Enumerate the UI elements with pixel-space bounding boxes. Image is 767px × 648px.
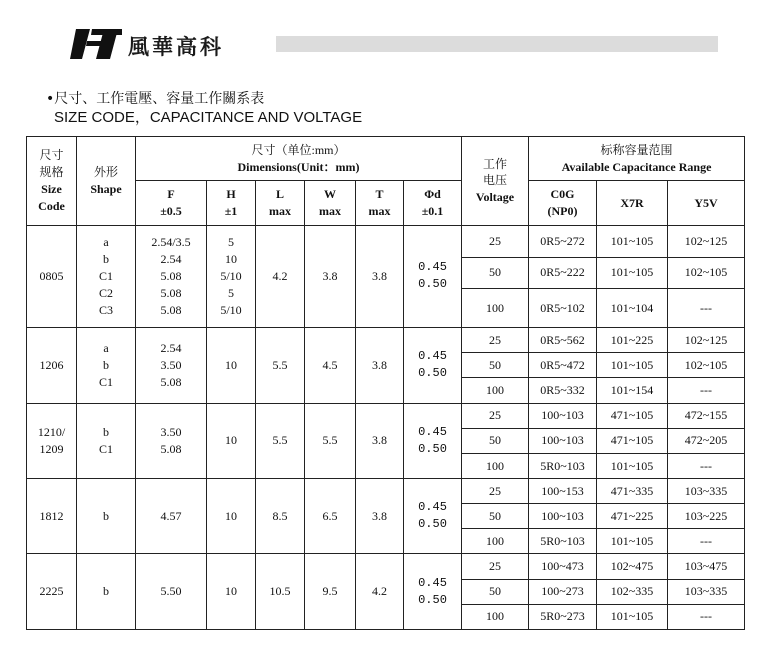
phi-d-cell: 0.45 0.50 [404, 225, 462, 328]
header-size-code [27, 137, 77, 226]
w-cell: 5.5 [305, 403, 356, 478]
y5v-cell: --- [668, 453, 745, 478]
y5v-cell: 103~335 [668, 579, 745, 604]
header-capacitance [529, 137, 745, 181]
header-voltage-en: Voltage [475, 190, 515, 205]
c0g-cell: 0R5~332 [529, 378, 597, 403]
size-code-cell: 1206 [27, 328, 77, 403]
y5v-cell: 102~105 [668, 353, 745, 378]
header-dimensions [136, 137, 462, 181]
voltage-cell: 25 [462, 225, 529, 257]
header-dimensions-cn: 尺寸（单位:mm） [251, 142, 346, 157]
shape-cell: b C1 [77, 403, 136, 478]
x7r-cell: 101~105 [597, 529, 668, 554]
x7r-cell: 101~105 [597, 257, 668, 288]
company-logo-icon [70, 29, 122, 59]
header-y5v: Y5V [668, 181, 745, 225]
section-title-cn: •尺寸、工作電壓、容量工作關系表 [46, 91, 265, 107]
page-header [70, 29, 718, 59]
f-cell: 2.54 3.50 5.08 [136, 328, 207, 403]
phi-d-cell: 0.45 0.50 [404, 403, 462, 478]
t-cell: 3.8 [356, 403, 404, 478]
table-row [27, 328, 745, 353]
size-code-cell: 2225 [27, 554, 77, 630]
voltage-cell: 50 [462, 504, 529, 529]
l-cell: 4.2 [256, 225, 305, 328]
brand-name: 風華高科 [128, 35, 224, 59]
y5v-cell: 472~205 [668, 428, 745, 453]
x7r-cell: 102~335 [597, 579, 668, 604]
header-size-code-en: Size Code [38, 181, 65, 213]
shape-cell: b [77, 554, 136, 630]
f-cell: 3.50 5.08 [136, 403, 207, 478]
header-bar [276, 36, 718, 52]
c0g-cell: 0R5~272 [529, 225, 597, 257]
header-voltage-cn: 工作 电压 [482, 156, 507, 188]
header-f: F ±0.5 [136, 181, 207, 225]
c0g-cell: 100~273 [529, 579, 597, 604]
table-row [27, 554, 745, 579]
w-cell: 3.8 [305, 225, 356, 328]
voltage-cell: 100 [462, 288, 529, 327]
c0g-cell: 100~103 [529, 403, 597, 428]
y5v-cell: 472~155 [668, 403, 745, 428]
header-shape-cn: 外形 [93, 164, 118, 179]
size-code-cell: 1812 [27, 478, 77, 553]
phi-d-cell: 0.45 0.50 [404, 328, 462, 403]
h-cell: 10 [207, 403, 256, 478]
voltage-cell: 100 [462, 529, 529, 554]
table-row [27, 225, 745, 257]
x7r-cell: 101~154 [597, 378, 668, 403]
l-cell: 5.5 [256, 403, 305, 478]
y5v-cell: --- [668, 378, 745, 403]
voltage-cell: 100 [462, 378, 529, 403]
c0g-cell: 100~103 [529, 428, 597, 453]
x7r-cell: 101~104 [597, 288, 668, 327]
x7r-cell: 102~475 [597, 554, 668, 579]
y5v-cell: 102~125 [668, 328, 745, 353]
l-cell: 8.5 [256, 478, 305, 553]
voltage-cell: 100 [462, 604, 529, 629]
c0g-cell: 0R5~102 [529, 288, 597, 327]
voltage-cell: 50 [462, 353, 529, 378]
c0g-cell: 5R0~273 [529, 604, 597, 629]
header-capacitance-en: Available Capacitance Range [561, 159, 712, 174]
y5v-cell: --- [668, 529, 745, 554]
voltage-cell: 25 [462, 328, 529, 353]
header-voltage [462, 137, 529, 226]
voltage-cell: 50 [462, 257, 529, 288]
w-cell: 9.5 [305, 554, 356, 630]
header-size-code-cn: 尺寸 规格 [39, 148, 64, 179]
size-code-cell: 0805 [27, 225, 77, 328]
shape-cell: b [77, 478, 136, 553]
t-cell: 4.2 [356, 554, 404, 630]
voltage-cell: 100 [462, 453, 529, 478]
h-cell: 5 10 5/10 5 5/10 [207, 225, 256, 328]
f-cell: 5.50 [136, 554, 207, 630]
voltage-cell: 25 [462, 478, 529, 503]
y5v-cell: 102~125 [668, 225, 745, 257]
header-h: H ±1 [207, 181, 256, 225]
y5v-cell: 103~335 [668, 478, 745, 503]
spec-table [26, 136, 745, 630]
w-cell: 4.5 [305, 328, 356, 403]
y5v-cell: 103~475 [668, 554, 745, 579]
c0g-cell: 100~103 [529, 504, 597, 529]
c0g-cell: 5R0~103 [529, 453, 597, 478]
t-cell: 3.8 [356, 225, 404, 328]
voltage-cell: 25 [462, 554, 529, 579]
voltage-cell: 50 [462, 579, 529, 604]
c0g-cell: 0R5~562 [529, 328, 597, 353]
header-capacitance-cn: 标称容量范围 [600, 142, 673, 157]
shape-cell: a b C1 C2 C3 [77, 225, 136, 328]
y5v-cell: --- [668, 604, 745, 629]
header-shape [77, 137, 136, 226]
header-phi-d: Φd ±0.1 [404, 181, 462, 225]
f-cell: 2.54/3.5 2.54 5.08 5.08 5.08 [136, 225, 207, 328]
h-cell: 10 [207, 328, 256, 403]
shape-cell: a b C1 [77, 328, 136, 403]
phi-d-cell: 0.45 0.50 [404, 478, 462, 553]
phi-d-cell: 0.45 0.50 [404, 554, 462, 630]
table-row [27, 478, 745, 503]
x7r-cell: 101~105 [597, 353, 668, 378]
header-w: W max [305, 181, 356, 225]
voltage-cell: 25 [462, 403, 529, 428]
c0g-cell: 0R5~222 [529, 257, 597, 288]
x7r-cell: 101~105 [597, 604, 668, 629]
c0g-cell: 5R0~103 [529, 529, 597, 554]
x7r-cell: 471~105 [597, 403, 668, 428]
h-cell: 10 [207, 554, 256, 630]
c0g-cell: 100~473 [529, 554, 597, 579]
t-cell: 3.8 [356, 328, 404, 403]
y5v-cell: --- [668, 288, 745, 327]
header-t: T max [356, 181, 404, 225]
x7r-cell: 101~105 [597, 225, 668, 257]
x7r-cell: 101~225 [597, 328, 668, 353]
l-cell: 10.5 [256, 554, 305, 630]
header-c0g: C0G (NP0) [529, 181, 597, 225]
header-x7r: X7R [597, 181, 668, 225]
header-l: L max [256, 181, 305, 225]
x7r-cell: 471~225 [597, 504, 668, 529]
h-cell: 10 [207, 478, 256, 553]
y5v-cell: 103~225 [668, 504, 745, 529]
c0g-cell: 100~153 [529, 478, 597, 503]
f-cell: 4.57 [136, 478, 207, 553]
w-cell: 6.5 [305, 478, 356, 553]
header-dimensions-en: Dimensions(Unit：mm) [237, 159, 360, 174]
size-code-cell: 1210/ 1209 [27, 403, 77, 478]
x7r-cell: 101~105 [597, 453, 668, 478]
voltage-cell: 50 [462, 428, 529, 453]
x7r-cell: 471~105 [597, 428, 668, 453]
c0g-cell: 0R5~472 [529, 353, 597, 378]
l-cell: 5.5 [256, 328, 305, 403]
t-cell: 3.8 [356, 478, 404, 553]
section-title-en: SIZE CODE，CAPACITANCE AND VOLTAGE [54, 109, 363, 126]
y5v-cell: 102~105 [668, 257, 745, 288]
header-shape-en: Shape [90, 181, 122, 196]
x7r-cell: 471~335 [597, 478, 668, 503]
table-row [27, 403, 745, 428]
